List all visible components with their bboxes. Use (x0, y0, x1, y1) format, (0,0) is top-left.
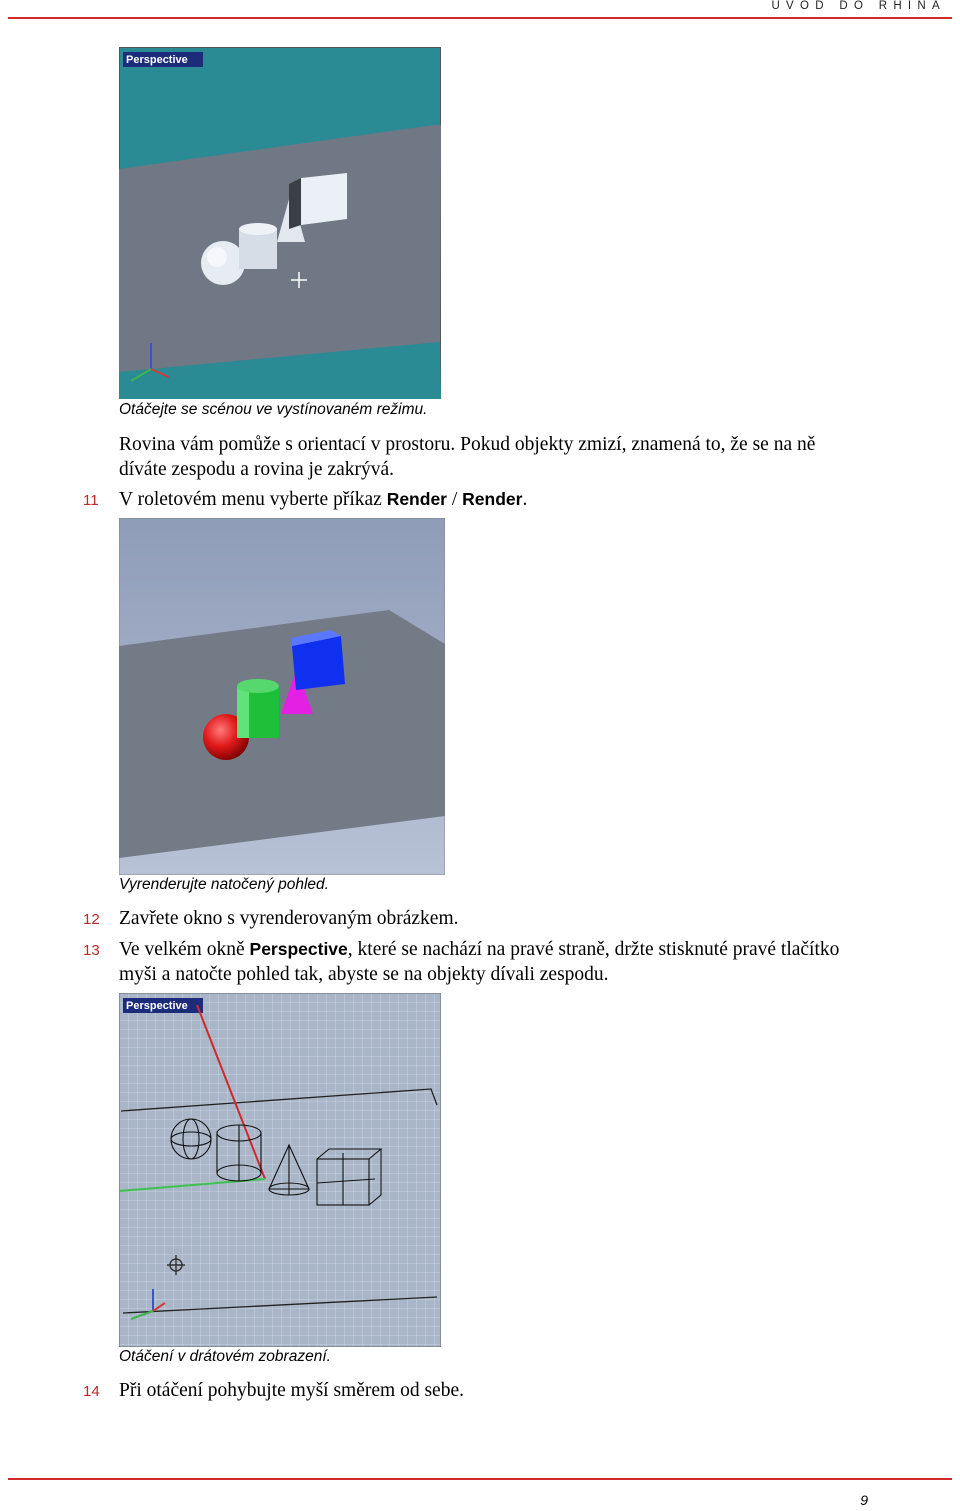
step-13 (83, 937, 939, 987)
viewport-name: Perspective (249, 939, 348, 959)
step-text: myši a natočte pohled tak, abyste se na objekty dívali zespodu. (119, 964, 609, 985)
viewport-label: Perspective (126, 54, 188, 66)
step-text: Zavřete okno s vyrenderovaným obrázkem. (119, 908, 459, 929)
figure-shaded-viewport (119, 47, 441, 399)
step-number: 13 (83, 942, 100, 959)
figure-caption: Otáčejte se scénou ve vystínovaném režimu. (119, 401, 428, 418)
menu-name: Render (386, 489, 447, 509)
step-11 (83, 487, 939, 512)
figure-render (119, 518, 445, 875)
intro-paragraph (119, 432, 815, 482)
figure-caption: Otáčení v drátovém zobrazení. (119, 1348, 331, 1365)
running-header: ÚVOD DO RHINA (771, 0, 946, 12)
separator: / (446, 489, 463, 510)
viewport-label: Perspective (126, 1000, 188, 1012)
header-rule (8, 17, 952, 19)
footer-rule (8, 1478, 952, 1480)
page-number: 9 (860, 1492, 868, 1508)
command-name: Render (462, 489, 523, 509)
step-12 (83, 906, 939, 931)
figure-caption: Vyrenderujte natočený pohled. (119, 876, 329, 893)
step-14 (83, 1378, 939, 1403)
step-text: Ve velkém okně (119, 939, 250, 960)
step-number: 11 (83, 492, 99, 509)
step-number: 12 (83, 911, 100, 928)
step-text: , které se nachází na pravé straně, držte stisknuté pravé tlačítko (347, 939, 840, 960)
step-text: V roletovém menu vyberte příkaz (119, 489, 387, 510)
figure-wireframe-viewport (119, 993, 441, 1347)
step-number: 14 (83, 1383, 100, 1400)
intro-line: Rovina vám pomůže s orientací v prostoru. Pokud objekty zmizí, znamená to, že se na ně (119, 434, 816, 455)
step-text: Při otáčení pohybujte myší směrem od sebe. (119, 1380, 464, 1401)
period: . (522, 489, 528, 510)
intro-line: díváte zespodu a rovina je zakrývá. (119, 459, 395, 480)
